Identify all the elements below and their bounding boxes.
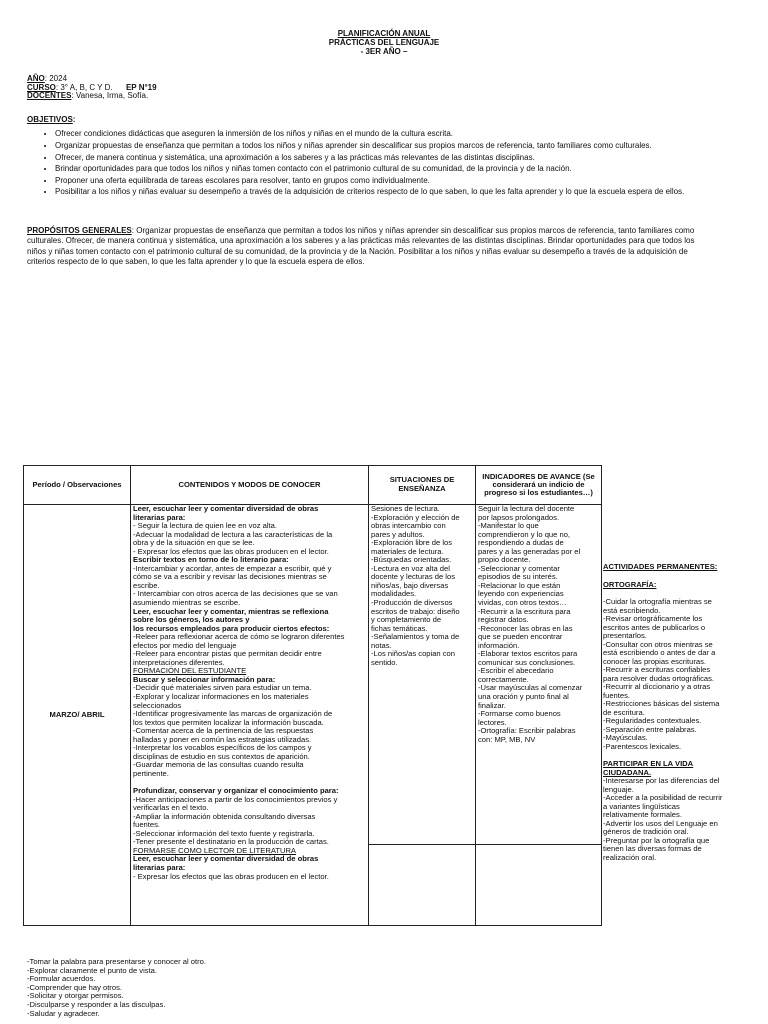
contents-line: escribe. [133,580,160,590]
situation-line: docente y lecturas de los [371,572,456,582]
table-row [24,505,602,845]
civic-line: a variantes lingüísticas [603,801,680,811]
indicator-line: -Formarse como buenos [478,709,561,719]
orthography-line: fuentes. [603,690,631,700]
situation-line: niños/as, bajo diversas [371,580,449,590]
document-title: PLANIFICACIÓN ANUAL [337,29,431,38]
orthography-line: -Consultar con otros mientras se [603,639,713,649]
orthography-line: está escribiendo. [603,605,661,615]
indicator-line: registrar datos. [478,615,529,625]
contents-line: obra y de la situación en que se lee. [133,538,255,548]
contents-line: -Ampliar la información obtenida consultando diversas [133,811,316,821]
orthography-line: presentarlos. [603,631,647,640]
indicator-line: -Ortografía: Escribir palabras [478,726,576,736]
period-value: MARZO/ ABRIL [49,709,105,719]
contents-line: -Hacer anticipaciones a partir de los conocimientos previos y [133,794,338,804]
situation-line: -Búsquedas orientadas. [371,555,452,565]
indicator-line: comunicar sus conclusiones. [478,657,576,667]
orthography-heading: ORTOGRAFÍA: [603,579,657,589]
situation-line: sentido. [371,657,398,667]
situation-line: Sesiones de lectura. [371,505,440,513]
indicators-cell-empty [476,845,602,926]
contents-line: -Releer para encontrar pistas que permitan decidir entre [133,649,322,659]
objective-item: • Ofrecer, de manera continua y sistemática, una aproximación a los saberes y a las prácticas más relevantes de las distintas disciplinas. [55,152,684,164]
indicator-line: -Usar mayúsculas al comenzar [478,683,583,693]
bottom-list-item: -Disculparse y responder a las disculpas. [27,999,166,1009]
indicator-line: una oración y punto final al [478,692,569,702]
contents-line: halladas y poner en común las estrategias utilizadas. [133,734,312,744]
permanent-activities-heading: ACTIVIDADES PERMANENTES: [603,562,718,571]
contents-line: - Intercambiar con otros acerca de las decisiones que se van [133,589,338,599]
purposes-line: niños y niñas tomen contacto con el patrimonio cultural de su comunidad, de la provincia y de la Nación. Posibilitar a los niños y niñas evaluar su desempeño a través de la adquisición de [27,246,688,256]
year-value: : 2024 [44,74,68,83]
situation-line: -Señalamientos y toma de [371,632,460,642]
situation-line: -Exploración y elección de [371,512,460,522]
situation-line: obras intercambio con [371,521,446,531]
year-label: AÑO [27,74,45,83]
purposes-line: culturales. Ofrecer, de manera continua y sistemática, una aproximación a los saberes y a las prácticas más relevantes de las distintas disciplinas. Brindar oportunidades para que todos los [27,236,695,246]
indicator-line: -Recurrir a la escritura para [478,606,571,616]
header-indicators: INDICADORES DE AVANCE (Se considerará un indicio de progreso si los estudiantes…) [476,466,602,505]
civic-line: -Advertir los usos del Lenguaje en [603,818,718,828]
header-situations: SITUACIONES DE ENSEÑANZA [369,466,476,505]
indicator-line: información. [478,640,520,650]
indicator-line: -Relacionar lo que están [478,580,561,590]
planning-table [23,465,602,926]
contents-line: Leer, escuchar leer y comentar diversidad de obras [133,854,319,864]
objective-item: • Ofrecer condiciones didácticas que aseguren la inmersión de los niños y niñas en el mundo de la cultura escrita. [55,128,684,140]
indicator-line: -Seleccionar y comentar [478,563,560,573]
indicator-line: leyendo con experiencias [478,589,564,599]
contents-line: -Seleccionar información del texto fuente y registrarla. [133,828,315,838]
orthography-line: -Revisar ortográficamente los [603,614,703,623]
bottom-list [27,958,206,1018]
contents-line: -Interpretar los vocablos específicos de los campos y [133,743,312,753]
purposes-heading: PROPÓSITOS GENERALES [27,226,132,235]
orthography-line: escritos antes de publicarlos o [603,622,706,632]
contents-line: seleccionados [133,700,182,710]
orthography-line: -Mayúsculas. [603,733,648,742]
objective-item: • Posibilitar a los niños y niñas evaluar su desempeño a través de la adquisición de criterios respecto de lo que saben, lo que les falta aprender y lo que la escuela espera de ellos. [55,186,684,198]
contents-line: cómo se va a escribir y revisar las decisiones mientras se [133,572,327,582]
contents-line: -Decidir qué materiales sirven para estudiar un tema. [133,683,312,693]
civic-line: -Interesarse por las diferencias del [603,776,720,785]
table-header-row [24,466,602,505]
contents-line: fuentes. [133,820,161,830]
indicator-line: episodios de su interés. [478,572,558,582]
situation-line: escritos de trabajo: diseño [371,606,460,616]
contents-line: Leer, escuchar leer y comentar, mientras se reflexiona [133,606,329,616]
side-notes [603,563,765,862]
contents-line: los textos que permiten localizar la información buscada. [133,717,324,727]
bottom-list-item: -Explorar claramente el punto de vista. [27,965,158,975]
indicator-line: correctamente. [478,674,529,684]
orthography-line: -Separación entre palabras. [603,724,697,734]
indicator-line: -Elaborar textos escritos para [478,649,578,659]
contents-line: Buscar y seleccionar información para: [133,674,276,684]
civic-line: tienen las diversas formas de [603,844,702,853]
teachers-value: : Vanesa, Irma, Sofía. [71,91,149,101]
situation-line: -Los niños/as copian con [371,649,456,659]
situations-cell-empty [369,845,476,926]
civic-heading: CIUDADANA. [603,767,652,777]
indicator-line: por lapsos prolongados. [478,512,560,522]
orthography-line: -Restricciones básicas del sistema [603,699,720,708]
bottom-list-item: -Solicitar y otorgar permisos. [27,991,124,1001]
civic-line: lenguaje. [603,784,634,794]
indicator-line: lectores. [478,717,507,727]
contents-line: sobre los géneros, los autores y [133,615,250,625]
document-subject: PRÁCTICAS DEL LENGUAJE [328,38,440,47]
indicator-line: que se pueden encontrar [478,632,563,642]
header-contents: CONTENIDOS Y MODOS DE CONOCER [131,466,369,505]
indicators-cell [476,505,602,845]
contents-line: asumiendo mientras se escribe. [133,598,241,608]
contents-line: Leer, escuchar leer y comentar diversidad de obras [133,505,319,513]
contents-line: interpretaciones diferentes. [133,657,225,667]
indicator-line: respondiendo a dudas de [478,538,564,548]
indicator-line: finalizar. [478,700,506,710]
indicator-line: Seguir la lectura del docente [478,505,575,513]
bottom-list-item: -Comprender que hay otros. [27,982,122,992]
contents-line: disciplinas de estudio en sus contextos de aparición. [133,751,310,761]
objectives-list [27,128,684,198]
orthography-line: para resolver dudas ortográficas. [603,673,715,683]
bottom-list-item: -Tomar la palabra para presentarse y conocer al otro. [27,957,206,966]
course-label: CURSO [27,82,56,92]
contents-line: - Seguir la lectura de quien lee en voz alta. [133,521,277,531]
indicator-line: -Reconocer las obras en las [478,623,573,633]
objectives-heading: OBJETIVOS [27,115,73,124]
situation-line: -Exploración libre de los [371,538,453,548]
civic-line: -Preguntar por la ortografía que [603,835,710,845]
orthography-line: -Recurrir a escrituras confiables [603,665,711,674]
contents-line: FORMARSE COMO LECTOR DE LITERATURA [133,845,297,855]
orthography-line: -Regularidades contextuales. [603,716,702,725]
contents-line: - Expresar los efectos que las obras producen en el lector. [133,871,329,881]
bottom-list-item: -Formular acuerdos. [27,974,96,984]
indicator-line: pares y a las generadas por el [478,546,581,556]
objective-item: • Organizar propuestas de enseñanza que permitan a todos los niños y niñas aprender sin descalificar sus propios marcos de referencia, tanto familiares como culturales. [55,140,684,152]
contents-cell [131,505,369,926]
indicator-line: -Escribir el abecedario [478,666,554,676]
contents-line: literarias para: [133,512,186,522]
contents-line: literarias para: [133,862,186,872]
civic-line: realización oral. [603,852,657,862]
indicator-line: comprendieron y lo que no, [478,529,571,539]
course-value: : 3° A, B, C Y D. [55,82,113,92]
situations-cell [369,505,476,845]
situation-line: fichas temáticas. [371,623,428,633]
contents-line: -Guardar memoria de las consultas cuando resulta [133,760,304,770]
orthography-line: -Parentescos lexicales. [603,741,682,751]
contents-line: -Comentar acerca de la pertinencia de las respuestas [133,726,314,736]
indicator-line: vividas, con otros textos… [478,598,567,608]
orthography-line: de escritura. [603,707,645,717]
situation-line: modalidades. [371,589,417,599]
civic-line: -Acceder a la posibilidad de recurrir [603,793,723,802]
contents-line: -Tener presente el destinatario en la producción de cartas. [133,837,329,847]
situation-line: notas. [371,640,392,650]
teachers-label: DOCENTES [27,91,72,101]
objectives-section: OBJETIVOS: • Ofrecer condiciones didácticas que aseguren la inmersión de los niños y niñas en el mundo de la cultura escrita. • Organizar propuestas de enseñanza que permitan a todos los niños y niñas aprender sin descalificar sus propios marcos de referencia, tanto familiares como culturales. • Ofrecer, de manera continua y sistemática, una aproximación a los saberes y a las prácticas más relevantes de las distintas disciplinas. • Brindar oportunidades para que todos los niños y niñas tomen contacto con el patrimonio cultural de su comunidad, de la provincia y de la nación. • Proponer una oferta equilibrada de tareas escolares para resolver, tanto en grupos como individualmente. • Posibilitar a los niños y niñas evaluar su desempeño a través de la adquisición de criterios respecto de lo que saben, lo que les falta aprender y lo que la escuela espera de ellos. [27,115,684,198]
contents-line: -Releer para reflexionar acerca de cómo se lograron diferentes [133,632,345,642]
purposes-line: : Organizar propuestas de enseñanza que permitan a todos los niños y niñas aprender sin descalificar sus propios marcos de referencia, tanto familiares como [131,226,695,235]
orthography-line: -Cuidar la ortografía mientras se [603,597,712,606]
civic-line: géneros de tradición oral. [603,827,689,836]
contents-line: FORMACIÓN DEL ESTUDIANTE [133,666,247,676]
general-purposes [27,226,743,267]
objective-item: • Brindar oportunidades para que todos los niños y niñas tomen contacto con el patrimonio cultural de su comunidad, de la provincia y de la nación. [55,163,684,175]
indicator-line: con: MP, MB, NV [478,734,536,744]
situation-line: y completamiento de [371,615,442,625]
purposes-line: criterios respecto de lo que saben, lo que les falta aprender y lo que la escuela espera de ellos. [27,256,365,266]
objective-item: • Proponer una oferta equilibrada de tareas escolares para resolver, tanto en grupos como individualmente. [55,175,684,187]
civic-line: relativamente formales. [603,810,682,819]
bottom-list-item: -Saludar y agradecer. [27,1008,100,1018]
school-number: EP N°19 [125,82,157,92]
period-cell [24,505,131,926]
contents-line: -Adecuar la modalidad de lectura a las características de la [133,529,333,539]
situation-line: pares y adultos. [371,529,425,539]
orthography-line: está escribiendo o antes de dar a [603,648,716,657]
contents-line: -Explorar y localizar informaciones en los materiales [133,692,309,702]
document-grade: - 3ER AÑO – [360,47,408,56]
course-info [27,75,157,101]
situation-line: -Lectura en voz alta del [371,563,450,573]
contents-line: Profundizar, conservar y organizar el conocimiento para: [133,786,339,796]
contents-line: Escribir textos en torno de lo literario para: [133,555,289,565]
orthography-line: conocer las propias escrituras. [603,656,706,666]
situation-line: -Producción de diversos [371,598,453,608]
contents-line: pertinente. [133,768,169,778]
header-period: Período / Observaciones [24,466,131,505]
contents-line: efectos por medio del lenguaje [133,640,237,650]
contents-line: los recursos empleados para producir ciertos efectos: [133,623,330,633]
situation-line: materiales de lectura. [371,546,444,556]
contents-line: verificarlas en el texto. [133,803,209,813]
indicator-line: propio docente. [478,555,531,565]
orthography-line: -Recurrir al diccionario y a otras [603,682,711,691]
contents-line: - Expresar los efectos que las obras producen en el lector. [133,546,329,556]
indicator-line: -Manifestar lo que [478,521,539,531]
contents-line: -Intercambiar y acordar, antes de empezar a escribir, qué y [133,563,332,573]
contents-line: -Identificar progresivamente las marcas de organización de [133,709,333,719]
civic-heading: PARTICIPAR EN LA VIDA [603,759,694,768]
